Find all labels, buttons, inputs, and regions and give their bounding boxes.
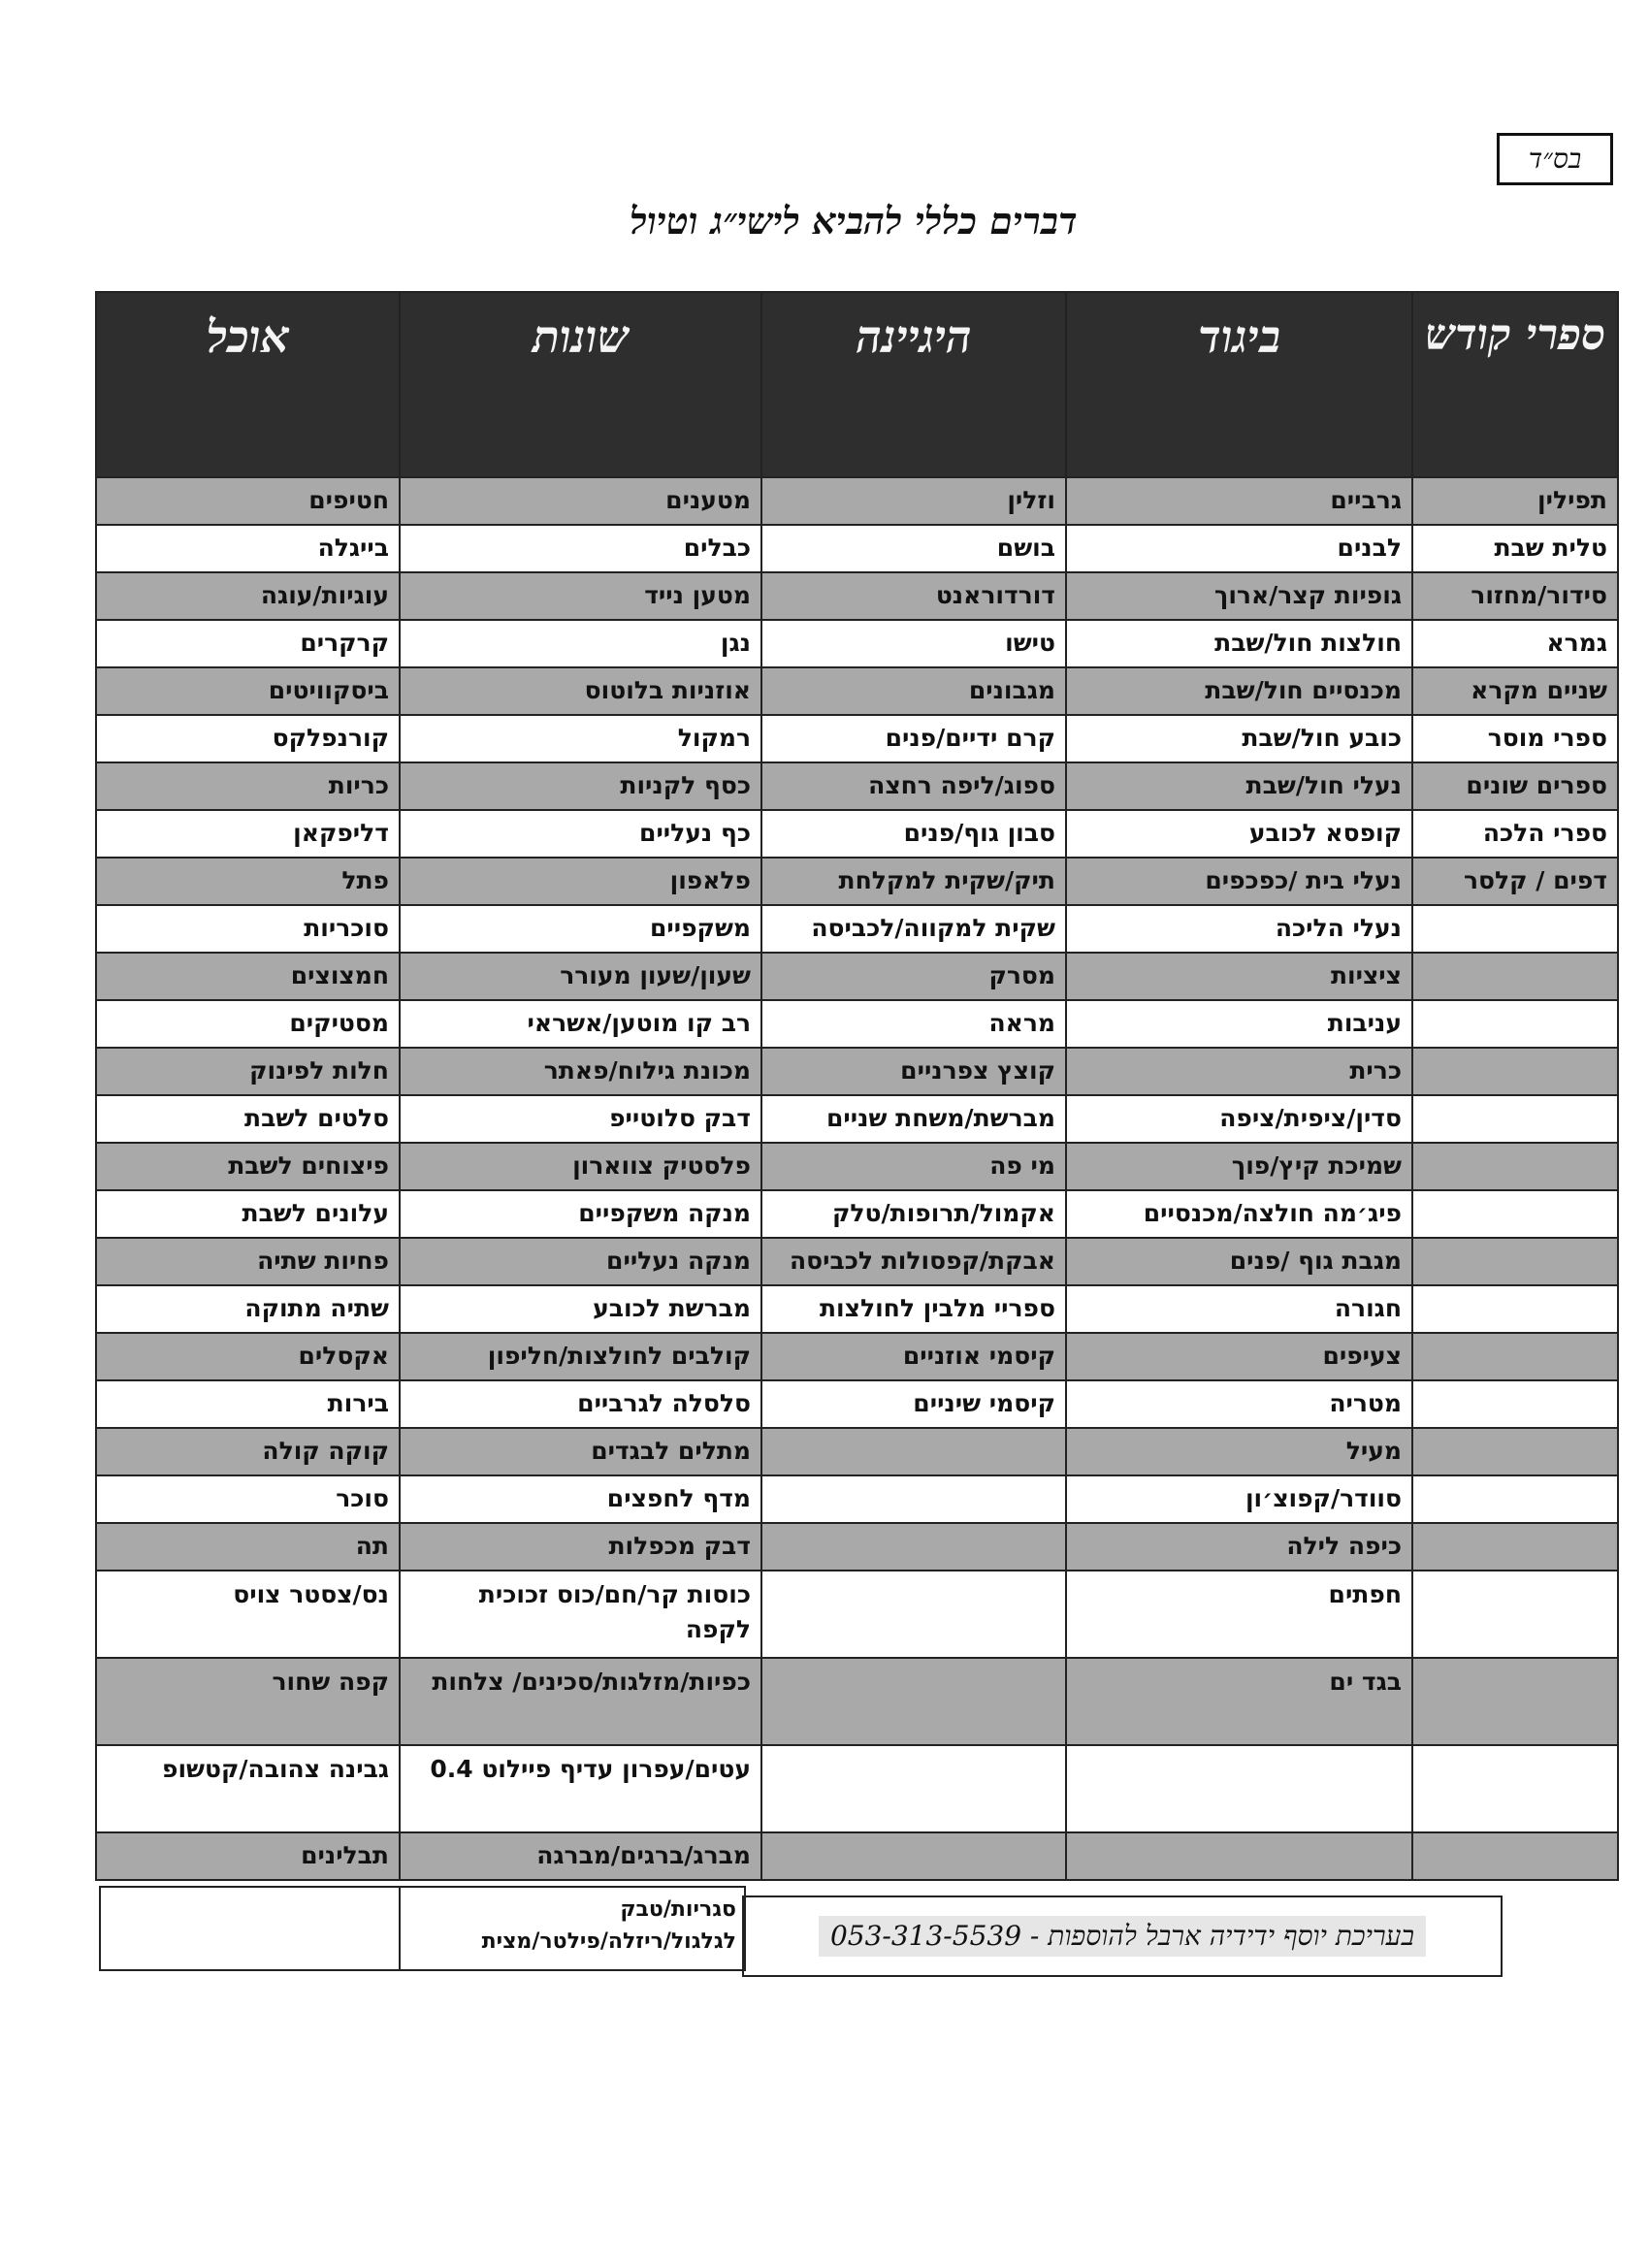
cell-food: תה — [96, 1523, 400, 1571]
cell-holy-books — [1412, 1238, 1618, 1285]
cell-food: קוקה קולה — [96, 1428, 400, 1475]
cell-food: אקסלים — [96, 1333, 400, 1380]
cell-food: פחיות שתיה — [96, 1238, 400, 1285]
cell-holy-books — [1412, 1658, 1618, 1745]
footer-misc-cell: סגריות/טבק לגלגול/ריזלה/פילטר/מצית — [400, 1887, 745, 1970]
cell-holy-books — [1412, 1190, 1618, 1238]
column-header-holy-books: ספרי קודש — [1412, 292, 1618, 477]
cell-hygiene: קיסמי אוזניים — [761, 1333, 1066, 1380]
footer-row — [100, 1887, 745, 1970]
cell-holy-books — [1412, 1285, 1618, 1333]
cell-holy-books — [1412, 1000, 1618, 1048]
cell-holy-books: ספרי הלכה — [1412, 810, 1618, 858]
cell-hygiene — [761, 1475, 1066, 1523]
cell-food: חלות לפינוק — [96, 1048, 400, 1095]
cell-clothing: חפתים — [1066, 1571, 1412, 1658]
cell-food: כריות — [96, 762, 400, 810]
credit-box — [742, 1895, 1503, 1977]
cell-hygiene — [761, 1658, 1066, 1745]
cell-food: פתל — [96, 858, 400, 905]
cell-holy-books: דפים / קלסר — [1412, 858, 1618, 905]
cell-misc: מברשת לכובע — [400, 1285, 761, 1333]
table-row — [96, 572, 1618, 620]
cell-clothing: סוודר/קפוצ׳ון — [1066, 1475, 1412, 1523]
cell-hygiene: קוצץ צפרניים — [761, 1048, 1066, 1095]
cell-hygiene: מסרק — [761, 953, 1066, 1000]
cell-misc: סלסלה לגרביים — [400, 1380, 761, 1428]
footer-food-cell — [100, 1887, 400, 1970]
cell-hygiene: קרם ידיים/פנים — [761, 715, 1066, 762]
cell-holy-books: ספרי מוסר — [1412, 715, 1618, 762]
cell-misc: דבק סלוטייפ — [400, 1095, 761, 1143]
cell-clothing: צעיפים — [1066, 1333, 1412, 1380]
table-row — [96, 525, 1618, 572]
cell-hygiene: שקית למקווה/לכביסה — [761, 905, 1066, 953]
cell-food: סלטים לשבת — [96, 1095, 400, 1143]
cell-clothing: עניבות — [1066, 1000, 1412, 1048]
cell-food: עוגיות/עוגה — [96, 572, 400, 620]
cell-clothing: גרביים — [1066, 477, 1412, 525]
cell-misc: קולבים לחולצות/חליפון — [400, 1333, 761, 1380]
column-header-food: אוכל — [96, 292, 400, 477]
table-row — [96, 858, 1618, 905]
cell-misc: פלאפון — [400, 858, 761, 905]
table-row — [96, 1380, 1618, 1428]
cell-hygiene — [761, 1571, 1066, 1658]
cell-clothing: בגד ים — [1066, 1658, 1412, 1745]
cell-clothing: כיפה לילה — [1066, 1523, 1412, 1571]
cell-clothing: ציציות — [1066, 953, 1412, 1000]
table-row — [96, 953, 1618, 1000]
cell-holy-books: שניים מקרא — [1412, 667, 1618, 715]
cell-hygiene — [761, 1745, 1066, 1832]
cell-holy-books — [1412, 1475, 1618, 1523]
cell-food: קורנפלקס — [96, 715, 400, 762]
cell-hygiene: אבקת/קפסולות לכביסה — [761, 1238, 1066, 1285]
cell-misc: רב קו מוטען/אשראי — [400, 1000, 761, 1048]
cell-holy-books — [1412, 1048, 1618, 1095]
cell-food: שתיה מתוקה — [96, 1285, 400, 1333]
cell-holy-books: ספרים שונים — [1412, 762, 1618, 810]
cell-misc: רמקול — [400, 715, 761, 762]
cell-hygiene — [761, 1523, 1066, 1571]
table-row — [96, 667, 1618, 715]
cell-food: חטיפים — [96, 477, 400, 525]
cell-hygiene: ספוג/ליפה רחצה — [761, 762, 1066, 810]
cell-clothing: סדין/ציפית/ציפה — [1066, 1095, 1412, 1143]
cell-misc: כסף לקניות — [400, 762, 761, 810]
table-row — [96, 1571, 1618, 1658]
cell-misc: מטען נייד — [400, 572, 761, 620]
cell-food: תבלינים — [96, 1832, 400, 1880]
cell-holy-books — [1412, 1745, 1618, 1832]
cell-clothing: חולצות חול/שבת — [1066, 620, 1412, 667]
table-row — [96, 1745, 1618, 1832]
cell-food: סוכר — [96, 1475, 400, 1523]
cell-holy-books — [1412, 1380, 1618, 1428]
cell-misc: כפיות/מזלגות/סכינים/ צלחות — [400, 1658, 761, 1745]
table-header-row — [96, 292, 1618, 477]
cell-food: דליפקאן — [96, 810, 400, 858]
cell-clothing: מטריה — [1066, 1380, 1412, 1428]
cell-holy-books: גמרא — [1412, 620, 1618, 667]
cell-hygiene: טישו — [761, 620, 1066, 667]
cell-hygiene — [761, 1832, 1066, 1880]
cell-misc: מדף לחפצים — [400, 1475, 761, 1523]
table-row — [96, 1428, 1618, 1475]
column-header-hygiene: היגיינה — [761, 292, 1066, 477]
cell-clothing: נעלי בית /כפכפים — [1066, 858, 1412, 905]
cell-misc: אוזניות בלוטוס — [400, 667, 761, 715]
cell-food: קרקרים — [96, 620, 400, 667]
table-row — [96, 477, 1618, 525]
cell-holy-books — [1412, 1428, 1618, 1475]
cell-clothing: נעלי הליכה — [1066, 905, 1412, 953]
cell-holy-books — [1412, 1523, 1618, 1571]
cell-clothing: חגורה — [1066, 1285, 1412, 1333]
table-row — [96, 620, 1618, 667]
cell-misc: כף נעליים — [400, 810, 761, 858]
cell-clothing: שמיכת קיץ/פוך — [1066, 1143, 1412, 1190]
cell-misc: פלסטיק צווארון — [400, 1143, 761, 1190]
cell-hygiene: ספריי מלבין לחולצות — [761, 1285, 1066, 1333]
table-row — [96, 1333, 1618, 1380]
cell-food: קפה שחור — [96, 1658, 400, 1745]
cell-holy-books: טלית שבת — [1412, 525, 1618, 572]
table-row — [96, 1658, 1618, 1745]
table-row — [96, 1190, 1618, 1238]
cell-misc: דבק מכפלות — [400, 1523, 761, 1571]
cell-misc: מכונת גילוח/פאתר — [400, 1048, 761, 1095]
cell-holy-books: סידור/מחזור — [1412, 572, 1618, 620]
cell-holy-books — [1412, 1571, 1618, 1658]
table-row — [96, 1095, 1618, 1143]
cell-food: בייגלה — [96, 525, 400, 572]
column-header-misc: שונות — [400, 292, 761, 477]
cell-hygiene: תיק/שקית למקלחת — [761, 858, 1066, 905]
cell-holy-books — [1412, 1832, 1618, 1880]
cell-hygiene: מי פה — [761, 1143, 1066, 1190]
cell-clothing: לבנים — [1066, 525, 1412, 572]
cell-holy-books — [1412, 1143, 1618, 1190]
page-title: דברים כללי להביא לישי״ג וטיול — [630, 199, 1078, 243]
cell-food: נס/צסטר צויס — [96, 1571, 400, 1658]
cell-misc: מנקה נעליים — [400, 1238, 761, 1285]
cell-clothing: פיג׳מה חולצה/מכנסיים — [1066, 1190, 1412, 1238]
cell-misc: משקפיים — [400, 905, 761, 953]
table-row — [96, 1523, 1618, 1571]
cell-hygiene: מברשת/משחת שניים — [761, 1095, 1066, 1143]
cell-clothing — [1066, 1745, 1412, 1832]
cell-holy-books — [1412, 953, 1618, 1000]
items-table — [95, 291, 1619, 1881]
table-row — [96, 810, 1618, 858]
table-row — [96, 1475, 1618, 1523]
table-row — [96, 905, 1618, 953]
table-row — [96, 1238, 1618, 1285]
cell-holy-books — [1412, 1095, 1618, 1143]
cell-hygiene: מגבונים — [761, 667, 1066, 715]
table-row — [96, 1832, 1618, 1880]
footer-table — [99, 1886, 746, 1971]
cell-clothing — [1066, 1832, 1412, 1880]
cell-food: פיצוחים לשבת — [96, 1143, 400, 1190]
cell-holy-books: תפילין — [1412, 477, 1618, 525]
cell-hygiene: דורדוראנט — [761, 572, 1066, 620]
column-header-clothing: ביגוד — [1066, 292, 1412, 477]
cell-clothing: מכנסיים חול/שבת — [1066, 667, 1412, 715]
cell-misc: כוסות קר/חם/כוס זכוכית לקפה — [400, 1571, 761, 1658]
cell-clothing: קופסא לכובע — [1066, 810, 1412, 858]
cell-holy-books — [1412, 905, 1618, 953]
cell-hygiene: בושם — [761, 525, 1066, 572]
table-row — [96, 1143, 1618, 1190]
cell-food: ביסקוויטים — [96, 667, 400, 715]
cell-clothing: כרית — [1066, 1048, 1412, 1095]
cell-misc: שעון/שעון מעורר — [400, 953, 761, 1000]
bsd-label: בס״ד — [1497, 133, 1613, 185]
cell-food: גבינה צהובה/קטשופ — [96, 1745, 400, 1832]
cell-clothing: גופיות קצר/ארוך — [1066, 572, 1412, 620]
cell-food: בירות — [96, 1380, 400, 1428]
cell-misc: מברג/ברגים/מברגה — [400, 1832, 761, 1880]
cell-food: חמצוצים — [96, 953, 400, 1000]
cell-food: סוכריות — [96, 905, 400, 953]
cell-clothing: נעלי חול/שבת — [1066, 762, 1412, 810]
cell-hygiene: מראה — [761, 1000, 1066, 1048]
cell-misc: כבלים — [400, 525, 761, 572]
cell-misc: מטענים — [400, 477, 761, 525]
cell-hygiene: סבון גוף/פנים — [761, 810, 1066, 858]
table-row — [96, 1000, 1618, 1048]
cell-hygiene: אקמול/תרופות/טלק — [761, 1190, 1066, 1238]
cell-holy-books — [1412, 1333, 1618, 1380]
cell-misc: מנקה משקפיים — [400, 1190, 761, 1238]
table-row — [96, 762, 1618, 810]
cell-food: עלונים לשבת — [96, 1190, 400, 1238]
cell-hygiene: קיסמי שיניים — [761, 1380, 1066, 1428]
cell-hygiene: וזלין — [761, 477, 1066, 525]
cell-misc: נגן — [400, 620, 761, 667]
cell-clothing: מעיל — [1066, 1428, 1412, 1475]
cell-clothing: מגבת גוף /פנים — [1066, 1238, 1412, 1285]
cell-clothing: כובע חול/שבת — [1066, 715, 1412, 762]
table-row — [96, 715, 1618, 762]
cell-misc: מתלים לבגדים — [400, 1428, 761, 1475]
table-row — [96, 1048, 1618, 1095]
cell-misc: עטים/עפרון עדיף פיילוט 0.4 — [400, 1745, 761, 1832]
cell-hygiene — [761, 1428, 1066, 1475]
credit-text: בעריכת יוסף ידידיה ארבל להוספות - 053-313-5539 — [819, 1916, 1426, 1957]
table-row — [96, 1285, 1618, 1333]
cell-food: מסטיקים — [96, 1000, 400, 1048]
